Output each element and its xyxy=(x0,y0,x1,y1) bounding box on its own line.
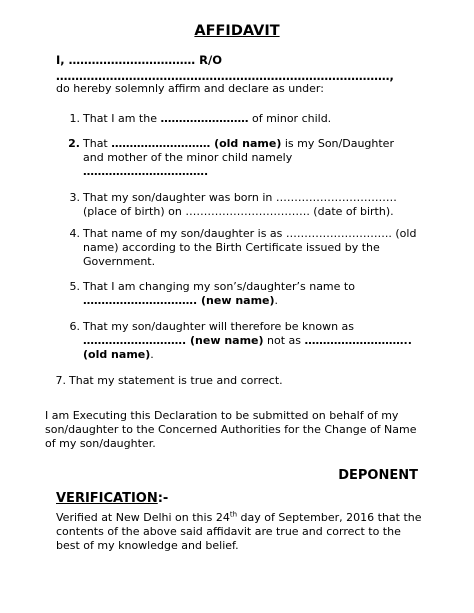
item-number-6: 6. xyxy=(69,320,80,333)
item-text: . xyxy=(150,348,154,361)
document-title: AFFIDAVIT xyxy=(194,23,280,39)
item-blank: ……………………………. xyxy=(83,165,209,178)
item-number-2: 2. xyxy=(68,137,80,150)
item-text: of minor child. xyxy=(248,112,332,125)
verification-heading-suffix: :- xyxy=(157,491,169,506)
item-number-4: 4. xyxy=(69,227,80,240)
declaration-item-4: That name of my son/daughter is as ……………………….. (old name) according to the Birth Certificate issued by the Government. xyxy=(83,227,417,268)
verification-text-b: day of September, 2016 that the contents of the above said affidavit are true and correct to the best of my knowledge and belief. xyxy=(56,511,422,552)
item-blank: ……………………… (old name) xyxy=(111,137,282,150)
declaration-item-3: That my son/daughter was born in …………………………… (place of birth) on ……………………………. (date of birth). xyxy=(83,191,397,218)
ordinal-suffix: th xyxy=(229,510,238,519)
verification-text xyxy=(56,511,426,553)
deponent-name-line xyxy=(56,53,222,67)
item-blank: …………………… xyxy=(160,112,249,125)
residence-label: R/O xyxy=(195,53,222,67)
item-number-7: 7. xyxy=(55,374,66,387)
name-prefix: I, xyxy=(56,53,69,67)
declaration-item-5 xyxy=(83,280,383,308)
declaration-item-7: That my statement is true and correct. xyxy=(69,374,283,387)
execution-paragraph: I am Executing this Declaration to be submitted on behalf of my son/daughter to the Concerned Authorities for the Change of Name of my son/daughter. xyxy=(45,409,417,450)
item-number-3: 3. xyxy=(69,191,80,204)
item-text: That I am the xyxy=(83,112,161,125)
item-text: That xyxy=(83,137,112,150)
item-text: is my Son/Daughter and mother of the minor child namely xyxy=(83,137,394,164)
item-text: not as xyxy=(263,334,305,347)
item-text: . xyxy=(274,294,279,307)
declaration-item-1 xyxy=(83,112,413,126)
verification-text-a: Verified at New Delhi on this 24 xyxy=(56,511,230,524)
declaration-item-6 xyxy=(83,320,423,362)
affirmation-intro: do hereby solemnly affirm and declare as under: xyxy=(56,82,324,95)
item-text: That I am changing my son’s/daughter’s name to xyxy=(83,280,355,293)
verification-heading xyxy=(56,492,168,506)
verification-heading-text: VERIFICATION xyxy=(56,491,158,506)
item-number-1: 1. xyxy=(69,112,80,125)
deponent-label: DEPONENT xyxy=(338,468,418,483)
item-blank: ……………………….. (old name) xyxy=(83,334,412,361)
address-blank-line: ……………………………………………………………………………, xyxy=(56,69,394,83)
item-blank: …………………………. (new name) xyxy=(83,294,275,307)
declaration-item-2 xyxy=(83,137,408,179)
item-blank: ………………………. (new name) xyxy=(83,334,264,347)
item-number-5: 5. xyxy=(69,280,80,293)
name-blank: …………………………… xyxy=(68,53,196,67)
item-text: That my son/daughter will therefore be known as xyxy=(83,320,355,333)
